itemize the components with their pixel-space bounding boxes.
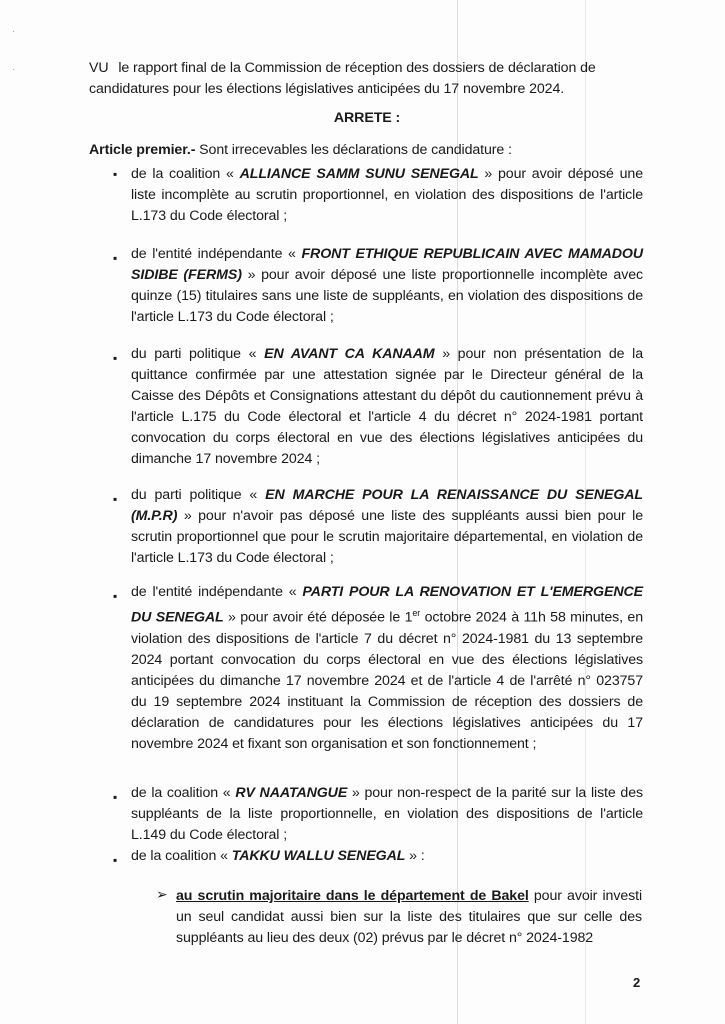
list-item bbox=[131, 164, 643, 227]
vu-text: le rapport final de la Commission de réception des dossiers de déclaration de candidatures pour les élections législatives anticipées du 17 novembre 2024. bbox=[89, 60, 596, 97]
article-text: Sont irrecevables les déclarations de candidature : bbox=[195, 142, 512, 158]
vu-paragraph bbox=[89, 58, 645, 100]
item-reason: » : bbox=[405, 848, 425, 864]
list-item bbox=[131, 244, 643, 328]
list-item bbox=[131, 344, 643, 470]
item-prefix: de la coalition « bbox=[131, 166, 240, 182]
item-prefix: de la coalition « bbox=[131, 785, 236, 801]
item-prefix: du parti politique « bbox=[131, 487, 266, 503]
bullet-icon: ▪ bbox=[113, 167, 118, 181]
bullet-icon: ▪ bbox=[113, 589, 118, 603]
entity-name: FRONT ETHIQUE REPUBLICAIN AVEC MAMADOU SIDIBE (FERMS) bbox=[131, 246, 643, 283]
item-reason: » pour non présentation de la quittance confirmée par une attestation signée par le Directeur général de la Caisse des Dépôts et Consignations attestant du dépôt du cautionnement prévu à l'article L.175 du Code électoral et l'article 4 du décret n° 2024-1981 portant convocation du corps électoral en vue des élections législatives anticipées du dimanche 17 novembre 2024 ; bbox=[131, 346, 643, 467]
item-reason-continued: octobre 2024 à 11h 58 minutes, en violation des dispositions de l'article 7 du décret n° 2024-1981 du 13 septembre 2024 portant convocation du corps électoral en vue des élections législatives anticipées du dimanche 17 novembre 2024 et de l'article 4 de l'arrêté n° 023757 du 19 septembre 2024 instituant la Commission de réception des dossiers de déclaration de candidatures pour les élections législatives anticipées du 17 novembre 2024 et fixant son organisation et son fonctionnement ; bbox=[131, 609, 643, 752]
list-item bbox=[131, 783, 643, 846]
item-prefix: de l'entité indépendante « bbox=[131, 246, 302, 262]
article-label: Article premier.- bbox=[89, 142, 196, 158]
item-reason: » pour avoir déposé une liste proportionnelle incomplète avec quinze (15) titulaires sans une liste de suppléants, en violation des dispositions de l'article L.173 du Code électoral ; bbox=[131, 267, 644, 325]
entity-name: EN AVANT CA KANAAM bbox=[264, 346, 435, 362]
item-prefix: du parti politique « bbox=[131, 346, 265, 362]
bullet-icon: ▪ bbox=[113, 492, 118, 506]
page-number: 2 bbox=[633, 975, 641, 990]
item-prefix: de l'entité indépendante « bbox=[131, 584, 303, 600]
list-item bbox=[131, 846, 643, 867]
entity-name: ALLIANCE SAMM SUNU SENEGAL bbox=[239, 166, 479, 182]
sub-item-text: pour avoir investi un seul candidat aussi bien sur la liste des titulaires que sur celle des suppléants au lieu des deux (02) prévus par le décret n° 2024-1982 bbox=[176, 888, 642, 946]
item-prefix: de la coalition « bbox=[131, 848, 232, 864]
entity-name: PARTI POUR LA RENOVATION ET L'EMERGENCE DU SENEGAL bbox=[131, 584, 643, 626]
bullet-icon: ▪ bbox=[113, 853, 118, 867]
superscript: er bbox=[412, 608, 421, 618]
list-item bbox=[131, 582, 643, 755]
bullet-icon: ▪ bbox=[113, 351, 118, 365]
entity-name: TAKKU WALLU SENEGAL bbox=[231, 848, 406, 864]
bullet-icon: ▪ bbox=[113, 251, 118, 265]
bullet-icon: ▪ bbox=[113, 790, 118, 804]
list-item bbox=[131, 485, 643, 569]
arrete-title: ARRETE : bbox=[333, 110, 401, 126]
item-reason: » pour non-respect de la parité sur la liste des suppléants de la liste proportionnelle, en violation des dispositions de l'article L.149 du Code électoral ; bbox=[131, 785, 643, 843]
sub-item-heading: au scrutin majoritaire dans le département de Bakel bbox=[176, 888, 529, 904]
item-reason: » pour n'avoir pas déposé une liste des suppléants aussi bien pour le scrutin proportionnel que pour le scrutin majoritaire départemental, en violation de l'article L.173 du Code électoral ; bbox=[131, 508, 643, 566]
entity-name: EN MARCHE POUR LA RENAISSANCE DU SENEGAL (M.P.R) bbox=[131, 487, 643, 524]
entity-name: RV NAATANGUE bbox=[235, 785, 348, 801]
arrow-bullet-icon: ➢ bbox=[156, 886, 168, 902]
scan-speck: · bbox=[12, 26, 16, 37]
item-reason: » pour avoir été déposée le 1 bbox=[223, 609, 413, 626]
sub-list-item bbox=[176, 886, 642, 949]
vu-prefix: VU bbox=[89, 60, 109, 76]
article-premier bbox=[89, 140, 645, 161]
item-reason: » pour avoir déposé une liste incomplète au scrutin proportionnel, en violation des dispositions de l'article L.173 du Code électoral ; bbox=[131, 166, 643, 224]
scan-speck: · bbox=[12, 64, 16, 75]
